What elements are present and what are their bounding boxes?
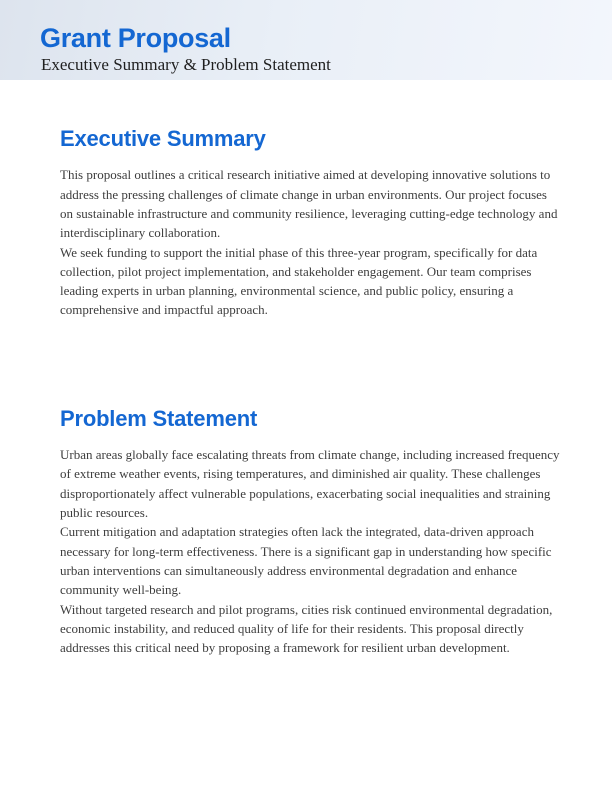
section-problem-statement <box>60 406 560 658</box>
page-header <box>0 0 612 80</box>
problem-statement-heading: Problem Statement <box>60 405 258 431</box>
executive-summary-heading: Executive Summary <box>60 126 266 151</box>
document-title: Grant Proposal <box>40 23 231 53</box>
document-body <box>0 126 612 657</box>
section-executive-summary <box>60 126 560 320</box>
problem-statement-paragraph-1: Urban areas globally face escalating threats from climate change, including increased frequency of extreme weather events, rising temperatures, and diminished air quality. These challenges disproportionately affect vulnerable populations, exacerbating social inequalities and straining public resources. <box>60 447 560 521</box>
executive-summary-paragraph-1: This proposal outlines a critical research initiative aimed at developing innovative solutions to address the pressing challenges of climate change in urban environments. Our project focuses on sustainable infrastructure and community resilience, leveraging cutting-edge technology and interdisciplinary collaboration. <box>60 167 558 241</box>
problem-statement-paragraph-2: Current mitigation and adaptation strategies often lack the integrated, data-driven approach necessary for long-term effectiveness. There is a significant gap in understanding how specific urban interventions can simultaneously address environmental degradation and enhance community well-being. <box>60 524 552 598</box>
executive-summary-paragraph-2: We seek funding to support the initial phase of this three-year program, specifically for data collection, pilot project implementation, and stakeholder engagement. Our team comprises leading experts in urban planning, environmental science, and public policy, ensuring a comprehensive and impactful approach. <box>60 244 538 318</box>
problem-statement-paragraph-3: Without targeted research and pilot programs, cities risk continued environmental degradation, economic instability, and reduced quality of life for their residents. This proposal directly addresses this critical need by proposing a framework for resilient urban development. <box>60 601 553 656</box>
document-subtitle: Executive Summary & Problem Statement <box>41 55 331 75</box>
